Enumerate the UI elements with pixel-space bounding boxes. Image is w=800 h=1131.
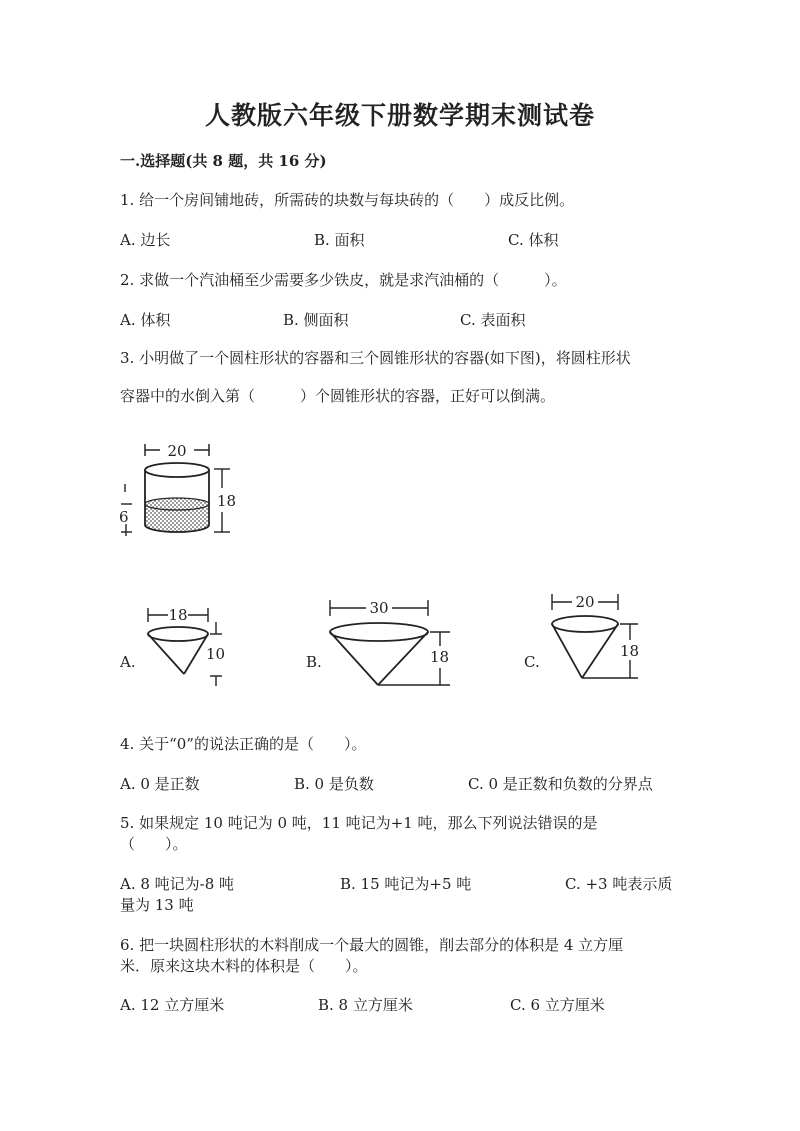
q4-option-c: C. 0 是正数和负数的分界点 [468,775,653,793]
question-3-line-2: 容器中的水倒入第（ ）个圆锥形状的容器，正好可以倒满。 [120,387,556,405]
question-6-line-1: 6. 把一块圆柱形状的木料削成一个最大的圆锥，削去部分的体积是 4 立方厘 [120,936,624,954]
cone-a-figure [140,602,240,692]
section-heading: 一.选择题(共 8 题，共 16 分) [120,152,327,170]
q5-option-c: C. +3 吨表示质 [565,875,673,893]
cone-b-diameter-label: 30 [369,599,389,617]
q6-option-c: C. 6 立方厘米 [510,996,605,1014]
cone-a-label: A. [120,653,136,671]
q2-option-b: B. 侧面积 [283,311,349,329]
q2-option-c: C. 表面积 [460,311,526,329]
question-2: 2. 求做一个汽油桶至少需要多少铁皮，就是求汽油桶的（ ）。 [120,271,567,289]
cone-c-height-label: 18 [620,642,640,660]
question-3-line-1: 3. 小明做了一个圆柱形状的容器和三个圆锥形状的容器(如下图)，将圆柱形状 [120,349,631,367]
cylinder-height-label: 18 [217,492,237,510]
q6-option-a: A. 12 立方厘米 [120,996,225,1014]
cone-b-height-label: 18 [430,648,450,666]
cone-c-diameter-label: 20 [575,593,595,611]
cone-a-diameter-label: 18 [168,606,188,624]
cone-c-figure [544,590,654,690]
question-5-line-2: （ ）。 [120,835,188,853]
q5-option-a: A. 8 吨记为-8 吨 [120,875,235,893]
q4-option-b: B. 0 是负数 [294,775,374,793]
q4-option-a: A. 0 是正数 [120,775,200,793]
q2-option-a: A. 体积 [120,311,171,329]
question-5-line-1: 5. 如果规定 10 吨记为 0 吨，11 吨记为+1 吨，那么下列说法错误的是 [120,814,598,832]
q5-option-b: B. 15 吨记为+5 吨 [340,875,472,893]
cylinder-figure [118,436,268,546]
cylinder-diameter-label: 20 [167,442,187,460]
question-4: 4. 关于“0”的说法正确的是（ ）。 [120,735,367,753]
cone-b-figure [322,596,462,696]
page-title: 人教版六年级下册数学期末测试卷 [204,101,595,130]
q5-option-c-continued: 量为 13 吨 [120,896,194,914]
q1-option-c: C. 体积 [508,231,559,249]
q6-option-b: B. 8 立方厘米 [318,996,413,1014]
cone-b-label: B. [306,653,322,671]
question-1: 1. 给一个房间铺地砖，所需砖的块数与每块砖的（ ）成反比例。 [120,191,575,209]
q1-option-a: A. 边长 [120,231,171,249]
question-6-line-2: 米．原来这块木料的体积是（ ）。 [120,957,368,975]
cone-c-label: C. [524,653,540,671]
cone-a-height-label: 10 [206,645,226,663]
cylinder-water-label: 6 [119,508,129,526]
q1-option-b: B. 面积 [314,231,365,249]
